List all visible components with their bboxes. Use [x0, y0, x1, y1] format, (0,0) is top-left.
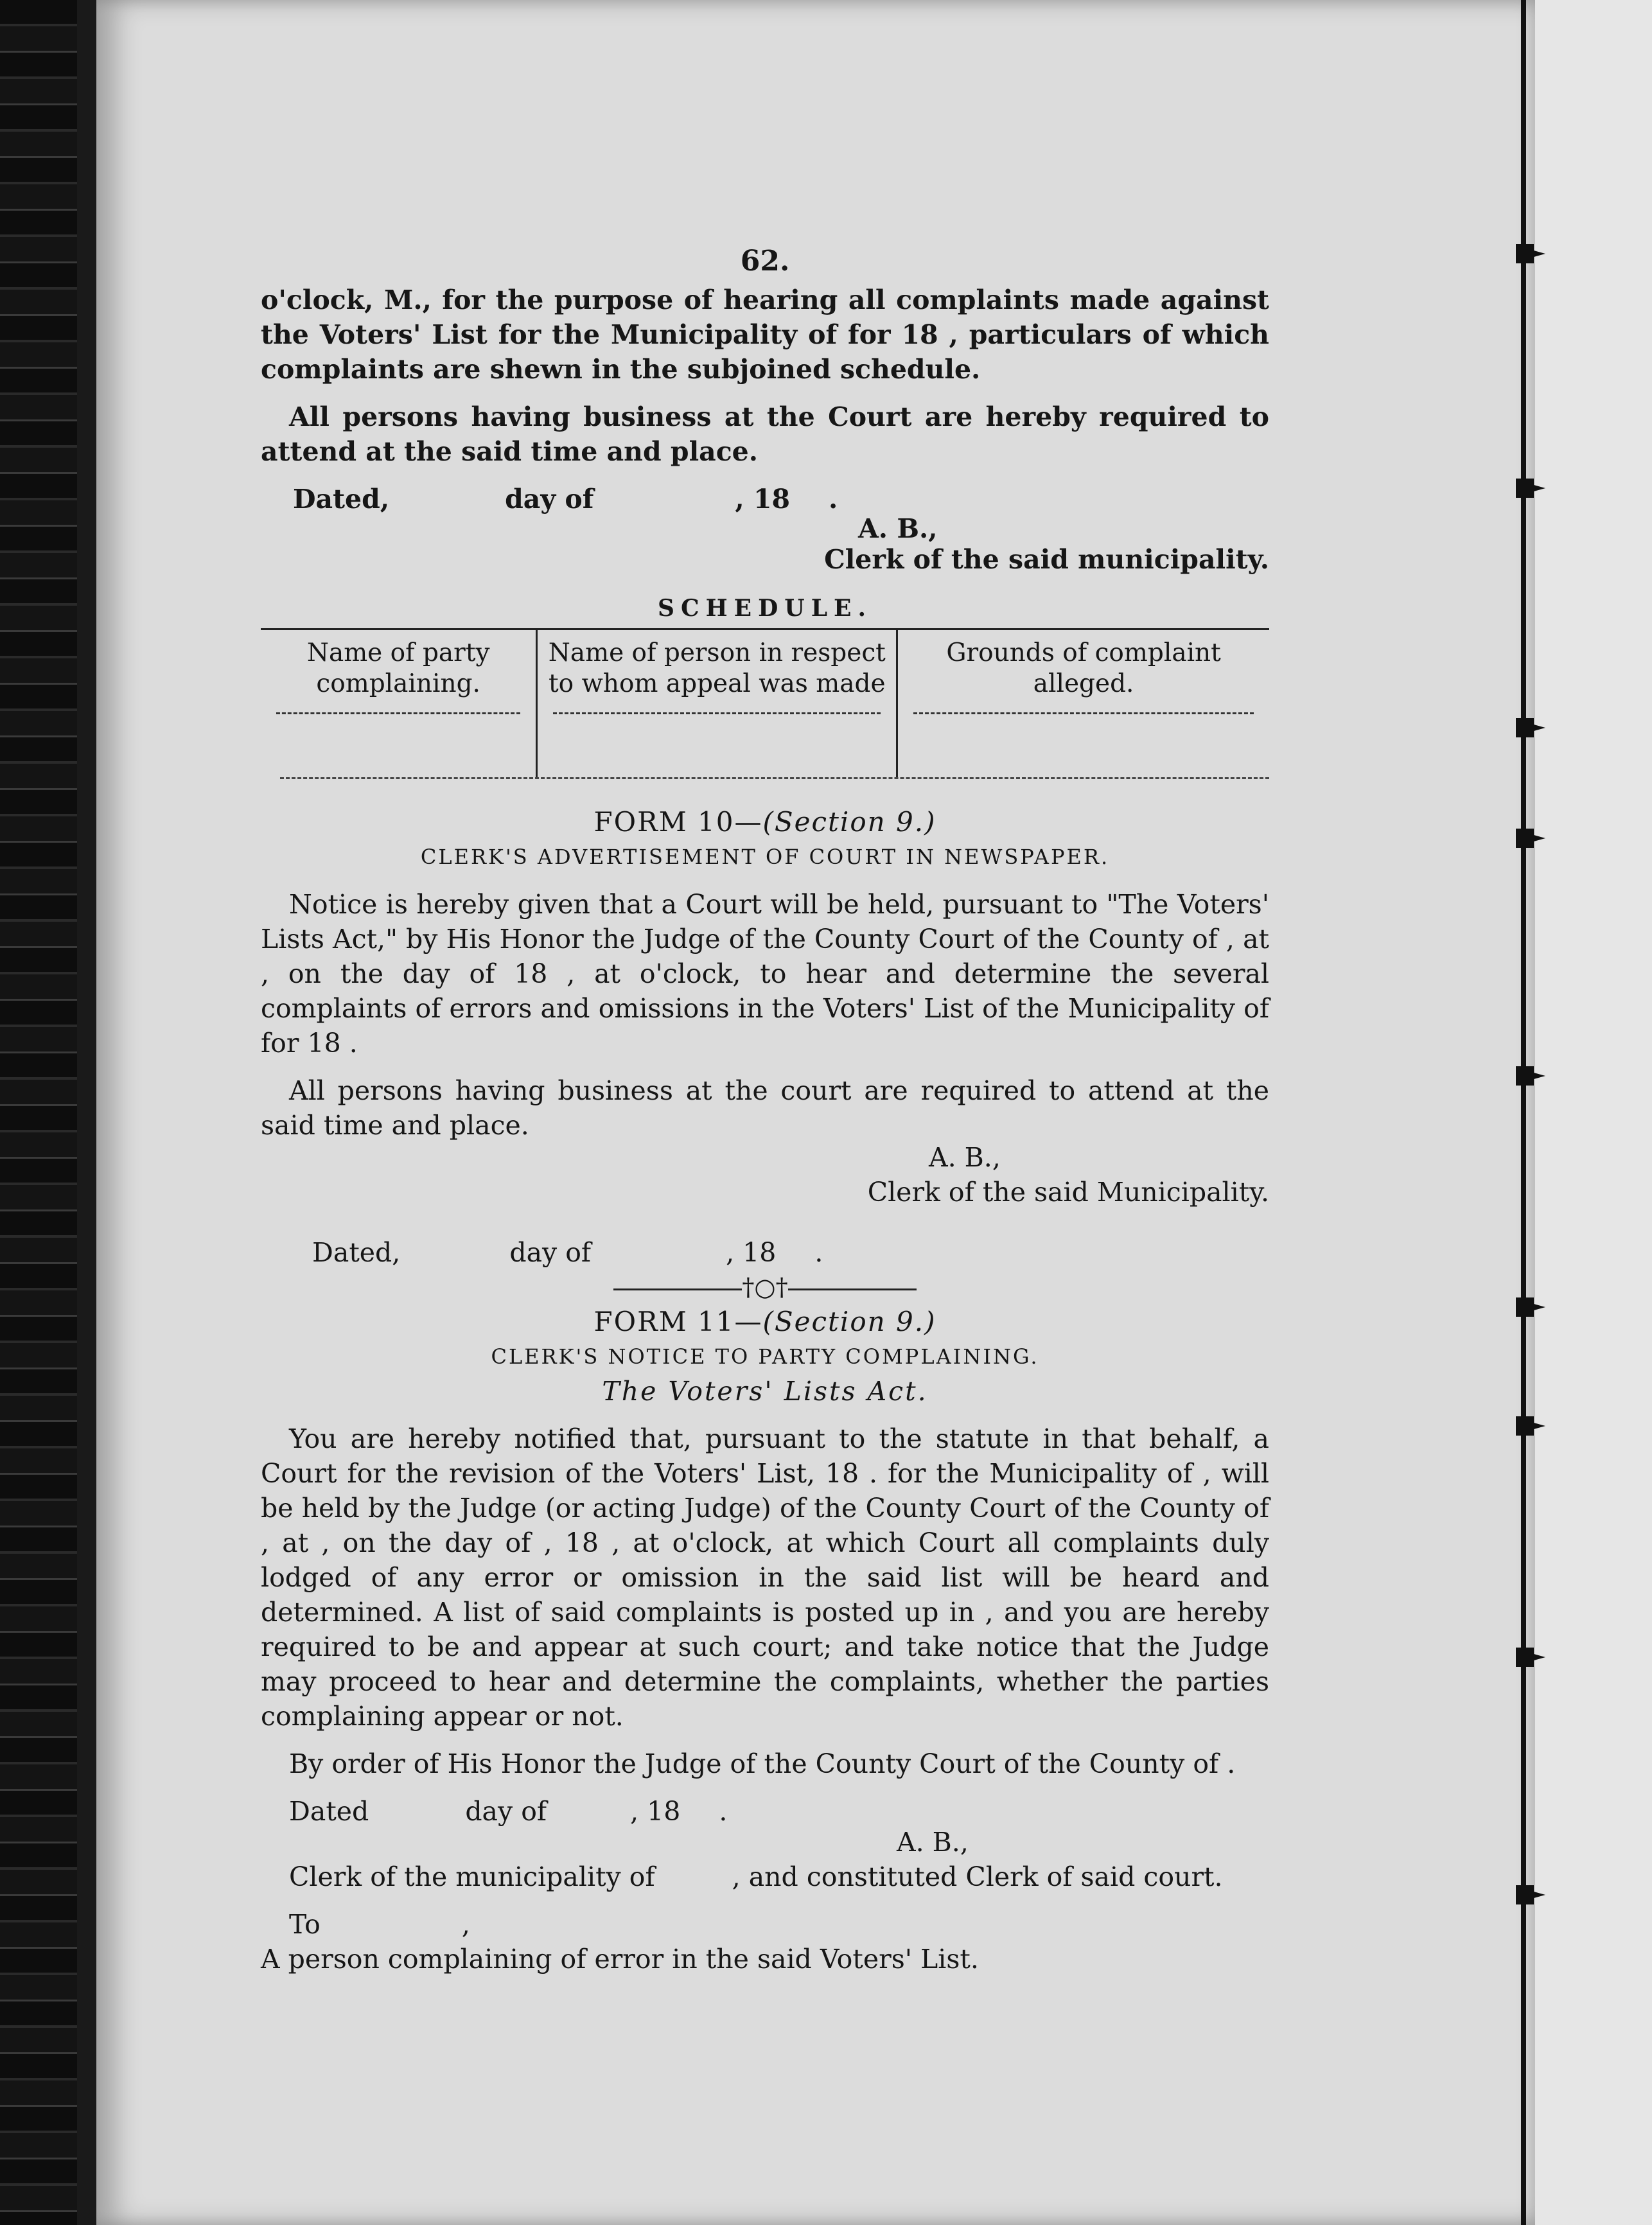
dated-label: Dated [289, 1796, 369, 1827]
schedule-header-party: Name of party complaining. [306, 638, 490, 698]
form-10-paragraph-1: Notice is hereby given that a Court will be held, pursuant to "The Voters' Lists Act," by His Honor the Judge of the County Court of the County of , at , on the day of 18 , at o'clock, to hear and determine the several complaints of errors and omissions in the Voters' List of the Municipality of for 18 . [261, 889, 1269, 1059]
form-11-to-line [261, 1907, 1269, 1942]
binding-tab [1516, 1648, 1534, 1667]
schedule-header-person: Name of person in respect to whom appeal was made [548, 638, 886, 698]
schedule-title: SCHEDULE. [657, 595, 872, 622]
dated-end: . [829, 484, 838, 514]
binding-tab [1516, 1885, 1534, 1904]
binding-tab [1516, 1066, 1534, 1086]
form-11-paragraph-1: You are hereby notified that, pursuant to the statute in that behalf, a Court for the revision of the Voters' List, 18 . for the Municipality of , will be held by the Judge (or acting Judge) of the County Court of the County of , at , on the day of , 18 , at o'clock, at which Court all complaints duly lodged of any error or omission in the said list will be heard and determined. A list of said complaints is posted up in , and you are hereby required to be and appear at such court; and take notice that the Judge may proceed to hear and determine the complaints, whether the parties complaining appear or not. [261, 1423, 1269, 1732]
dated-day: day of [465, 1796, 547, 1827]
to-end: , [461, 1909, 470, 1940]
form-11-dated-line [261, 1794, 1269, 1829]
binding-tab [1516, 244, 1534, 263]
form-11-clerk-line [261, 1860, 1269, 1894]
binding-tab [1516, 1297, 1534, 1317]
form-10-paragraph-2: All persons having business at the court are required to attend at the said time and place. [261, 1075, 1269, 1141]
form-10-signature-title: Clerk of the said Municipality. [867, 1177, 1269, 1208]
binding-tab [1516, 1416, 1534, 1436]
form-10-section: (Section 9.) [762, 806, 936, 838]
divider-ornament: †○† [742, 1273, 788, 1301]
dated-year: , 18 [735, 484, 791, 514]
section-divider [261, 1270, 1269, 1305]
page-content [261, 244, 1269, 1976]
scan-edge-left [0, 0, 77, 2225]
to-label: To [289, 1909, 321, 1940]
top-paragraph-1: o'clock, M., for the purpose of hearing all complaints made against the Voters' List for the Municipality of for 18 , particulars of which complaints are shewn in the subjoined schedule. [261, 285, 1269, 385]
binding-tab [1516, 479, 1534, 498]
form-11-heading [261, 1305, 1269, 1339]
dated-end: . [719, 1796, 728, 1827]
page-number: 62. [740, 245, 790, 277]
form-11-title: FORM 11— [593, 1306, 763, 1337]
form-10-caption: CLERK'S ADVERTISEMENT OF COURT IN NEWSPAPER. [420, 845, 1110, 869]
dated-year: , 18 [726, 1237, 777, 1268]
form-10-title: FORM 10— [593, 806, 763, 838]
form-11-act-title: The Voters' Lists Act. [602, 1376, 928, 1407]
form-11-section: (Section 9.) [762, 1306, 936, 1337]
binding-tab [1516, 829, 1534, 848]
dated-day: day of [505, 484, 594, 514]
form-11-addressee: A person complaining of error in the said Voters' List. [261, 1944, 979, 1974]
top-signature-title: Clerk of the said municipality. [824, 544, 1269, 575]
dated-label: Dated, [312, 1237, 401, 1268]
dated-end: . [814, 1237, 823, 1268]
top-signature-name: A. B., [858, 513, 938, 544]
form-11-paragraph-2: By order of His Honor the Judge of the County Court of the County of . [289, 1748, 1236, 1779]
dated-label: Dated, [293, 484, 390, 514]
dated-day: day of [509, 1237, 592, 1268]
form-10-heading [261, 805, 1269, 840]
schedule-header-grounds: Grounds of complaint alleged. [946, 638, 1221, 698]
form-10-signature-name: A. B., [929, 1142, 1001, 1173]
form-10-dated-line [261, 1235, 1269, 1270]
scan-edge-right [1535, 0, 1652, 2225]
dated-year: , 18 [630, 1796, 681, 1827]
schedule-column-grounds [896, 630, 1269, 779]
clerk-line-a: Clerk of the municipality of [289, 1861, 655, 1892]
schedule-column-person [536, 630, 896, 779]
schedule-table [261, 628, 1269, 779]
clerk-line-b: , and constituted Clerk of said court. [732, 1861, 1223, 1892]
schedule-column-party [261, 630, 536, 779]
form-11-signature-name: A. B., [897, 1827, 969, 1858]
binding-tab [1516, 718, 1534, 737]
form-11-caption: CLERK'S NOTICE TO PARTY COMPLAINING. [491, 1344, 1039, 1369]
top-paragraph-2: All persons having business at the Court are hereby required to attend at the said time and place. [261, 401, 1269, 467]
